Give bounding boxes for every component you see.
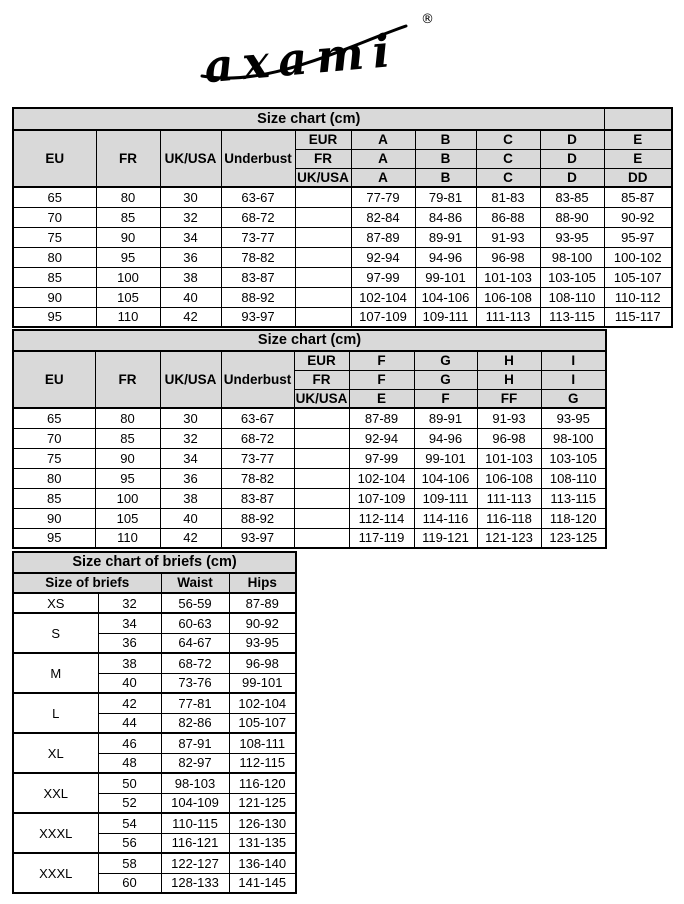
cup-letter: D — [540, 149, 604, 168]
region-label: UK/USA — [294, 389, 349, 408]
table-row — [13, 528, 606, 548]
underbust-cell: 73-77 — [221, 448, 294, 468]
briefs-size-label: XXXL — [13, 813, 98, 853]
eu-size-cell: 70 — [13, 428, 95, 448]
hips-range-cell: 131-135 — [229, 833, 296, 853]
hips-range-cell: 87-89 — [229, 593, 296, 613]
briefs-size-label: L — [13, 693, 98, 733]
underbust-cell: 63-67 — [221, 187, 295, 207]
fr-size-cell: 85 — [96, 207, 160, 227]
bust-range-cell: 107-109 — [349, 488, 414, 508]
waist-range-cell: 77-81 — [161, 693, 229, 713]
bust-range-cell: 117-119 — [349, 528, 414, 548]
bust-range-cell: 109-111 — [414, 488, 477, 508]
fr-size-cell: 105 — [95, 508, 160, 528]
corner-header: FR — [96, 130, 160, 187]
spacer-cell — [295, 227, 351, 247]
eu-size-cell: 85 — [13, 267, 96, 287]
underbust-cell: 83-87 — [221, 267, 295, 287]
region-label: EUR — [295, 130, 351, 149]
hips-range-cell: 112-115 — [229, 753, 296, 773]
brand-logo-text: axami — [202, 23, 401, 94]
hips-range-cell: 96-98 — [229, 653, 296, 673]
bust-range-cell: 102-104 — [349, 468, 414, 488]
briefs-number-cell: 48 — [98, 753, 161, 773]
bust-range-cell: 106-108 — [477, 468, 541, 488]
briefs-size-label: M — [13, 653, 98, 693]
bust-range-cell: 118-120 — [541, 508, 606, 528]
bust-range-cell: 94-96 — [414, 428, 477, 448]
cup-letter: FF — [477, 389, 541, 408]
bust-range-cell: 96-98 — [477, 428, 541, 448]
bust-range-cell: 110-112 — [604, 287, 672, 307]
bust-range-cell: 113-115 — [540, 307, 604, 327]
bust-range-cell: 106-108 — [476, 287, 540, 307]
bust-range-cell: 101-103 — [476, 267, 540, 287]
fr-size-cell: 90 — [96, 227, 160, 247]
spacer-cell — [294, 488, 349, 508]
bust-range-cell: 103-105 — [541, 448, 606, 468]
table-row — [13, 448, 606, 468]
briefs-size-label: XL — [13, 733, 98, 773]
bust-range-cell: 111-113 — [476, 307, 540, 327]
bust-range-cell: 90-92 — [604, 207, 672, 227]
underbust-cell: 88-92 — [221, 287, 295, 307]
waist-range-cell: 60-63 — [161, 613, 229, 633]
cup-letter: D — [540, 168, 604, 187]
fr-size-cell: 85 — [95, 428, 160, 448]
spacer-cell — [294, 468, 349, 488]
table-row — [13, 330, 606, 351]
fr-size-cell: 110 — [96, 307, 160, 327]
bra-size-table-2 — [12, 329, 607, 549]
waist-header: Waist — [161, 573, 229, 593]
underbust-cell: 68-72 — [221, 428, 294, 448]
cup-letter: B — [415, 130, 476, 149]
region-label: UK/USA — [295, 168, 351, 187]
bust-range-cell: 79-81 — [415, 187, 476, 207]
bust-range-cell: 87-89 — [349, 408, 414, 428]
uk-usa-size-cell: 40 — [160, 508, 221, 528]
table-row — [13, 351, 606, 370]
spacer-cell — [295, 187, 351, 207]
eu-size-cell: 65 — [13, 408, 95, 428]
briefs-number-cell: 54 — [98, 813, 161, 833]
spacer-cell — [295, 207, 351, 227]
waist-range-cell: 98-103 — [161, 773, 229, 793]
cup-letter: F — [349, 370, 414, 389]
cup-letter: A — [351, 149, 415, 168]
bust-range-cell: 95-97 — [604, 227, 672, 247]
hips-range-cell: 105-107 — [229, 713, 296, 733]
fr-size-cell: 100 — [96, 267, 160, 287]
briefs-number-cell: 56 — [98, 833, 161, 853]
bust-range-cell: 82-84 — [351, 207, 415, 227]
waist-range-cell: 128-133 — [161, 873, 229, 893]
uk-usa-size-cell: 36 — [160, 468, 221, 488]
uk-usa-size-cell: 30 — [160, 408, 221, 428]
table-row — [13, 773, 296, 793]
hips-header: Hips — [229, 573, 296, 593]
bust-range-cell: 81-83 — [476, 187, 540, 207]
region-label: FR — [295, 149, 351, 168]
table-title: Size chart (cm) — [13, 330, 606, 351]
table-row — [13, 408, 606, 428]
bust-range-cell: 114-116 — [414, 508, 477, 528]
table-row — [13, 508, 606, 528]
spacer-cell — [294, 408, 349, 428]
bust-range-cell: 100-102 — [604, 247, 672, 267]
uk-usa-size-cell: 40 — [160, 287, 221, 307]
bust-range-cell: 121-123 — [477, 528, 541, 548]
bust-range-cell: 85-87 — [604, 187, 672, 207]
cup-letter: I — [541, 351, 606, 370]
bust-range-cell: 89-91 — [414, 408, 477, 428]
hips-range-cell: 126-130 — [229, 813, 296, 833]
bust-range-cell: 83-85 — [540, 187, 604, 207]
waist-range-cell: 110-115 — [161, 813, 229, 833]
cup-letter: E — [604, 130, 672, 149]
table-row — [13, 207, 672, 227]
bust-range-cell: 108-110 — [541, 468, 606, 488]
fr-size-cell: 95 — [96, 247, 160, 267]
cup-letter: D — [540, 130, 604, 149]
table-row — [13, 593, 296, 613]
fr-size-cell: 100 — [95, 488, 160, 508]
briefs-size-label: XS — [13, 593, 98, 613]
cup-letter: A — [351, 130, 415, 149]
spacer-cell — [295, 247, 351, 267]
uk-usa-size-cell: 34 — [160, 448, 221, 468]
corner-header: UK/USA — [160, 351, 221, 408]
bust-range-cell: 104-106 — [415, 287, 476, 307]
hips-range-cell: 121-125 — [229, 793, 296, 813]
briefs-size-table — [12, 551, 297, 894]
bust-range-cell: 97-99 — [349, 448, 414, 468]
table-row — [13, 693, 296, 713]
table-row — [13, 130, 672, 149]
bust-range-cell: 99-101 — [415, 267, 476, 287]
table-row — [13, 813, 296, 833]
bust-range-cell: 91-93 — [476, 227, 540, 247]
bust-range-cell: 77-79 — [351, 187, 415, 207]
briefs-size-label: XXXL — [13, 853, 98, 893]
underbust-cell: 78-82 — [221, 468, 294, 488]
bra-size-table-1 — [12, 107, 673, 328]
briefs-number-cell: 52 — [98, 793, 161, 813]
bust-range-cell: 98-100 — [540, 247, 604, 267]
eu-size-cell: 90 — [13, 287, 96, 307]
bust-range-cell: 87-89 — [351, 227, 415, 247]
bust-range-cell: 91-93 — [477, 408, 541, 428]
briefs-size-label: XXL — [13, 773, 98, 813]
cup-letter: H — [477, 370, 541, 389]
bust-range-cell: 112-114 — [349, 508, 414, 528]
briefs-number-cell: 50 — [98, 773, 161, 793]
bust-range-cell: 88-90 — [540, 207, 604, 227]
hips-range-cell: 136-140 — [229, 853, 296, 873]
bust-range-cell: 86-88 — [476, 207, 540, 227]
bust-range-cell: 94-96 — [415, 247, 476, 267]
bust-range-cell: 89-91 — [415, 227, 476, 247]
table-row — [13, 227, 672, 247]
waist-range-cell: 56-59 — [161, 593, 229, 613]
waist-range-cell: 87-91 — [161, 733, 229, 753]
bust-range-cell: 102-104 — [351, 287, 415, 307]
bust-range-cell: 119-121 — [414, 528, 477, 548]
bust-range-cell: 103-105 — [540, 267, 604, 287]
briefs-size-label: S — [13, 613, 98, 653]
fr-size-cell: 80 — [95, 408, 160, 428]
hips-range-cell: 99-101 — [229, 673, 296, 693]
table-row — [13, 552, 296, 573]
bust-range-cell: 108-110 — [540, 287, 604, 307]
eu-size-cell: 80 — [13, 468, 95, 488]
bra-size-chart-2-container — [12, 329, 607, 549]
bust-range-cell: 109-111 — [415, 307, 476, 327]
briefs-number-cell: 32 — [98, 593, 161, 613]
uk-usa-size-cell: 34 — [160, 227, 221, 247]
cup-letter: A — [351, 168, 415, 187]
waist-range-cell: 64-67 — [161, 633, 229, 653]
eu-size-cell: 90 — [13, 508, 95, 528]
waist-range-cell: 122-127 — [161, 853, 229, 873]
bust-range-cell: 104-106 — [414, 468, 477, 488]
fr-size-cell: 110 — [95, 528, 160, 548]
bust-range-cell: 101-103 — [477, 448, 541, 468]
bust-range-cell: 96-98 — [476, 247, 540, 267]
briefs-size-chart-container — [12, 551, 297, 894]
table-row — [13, 613, 296, 633]
bust-range-cell: 93-95 — [541, 408, 606, 428]
table-row — [13, 287, 672, 307]
cup-letter: G — [414, 370, 477, 389]
hips-range-cell: 108-111 — [229, 733, 296, 753]
table-title: Size chart (cm) — [13, 108, 604, 130]
logo-swoosh-stroke — [198, 12, 436, 96]
eu-size-cell: 80 — [13, 247, 96, 267]
eu-size-cell: 95 — [13, 307, 96, 327]
bust-range-cell: 92-94 — [351, 247, 415, 267]
uk-usa-size-cell: 32 — [160, 428, 221, 448]
bust-range-cell: 116-118 — [477, 508, 541, 528]
corner-header: EU — [13, 130, 96, 187]
corner-header: FR — [95, 351, 160, 408]
bust-range-cell: 111-113 — [477, 488, 541, 508]
fr-size-cell: 90 — [95, 448, 160, 468]
eu-size-cell: 65 — [13, 187, 96, 207]
title-side-cell — [604, 108, 672, 130]
waist-range-cell: 73-76 — [161, 673, 229, 693]
table-row — [13, 468, 606, 488]
table-row — [13, 853, 296, 873]
cup-letter: B — [415, 149, 476, 168]
spacer-cell — [294, 428, 349, 448]
table-row — [13, 247, 672, 267]
table-row — [13, 428, 606, 448]
waist-range-cell: 82-97 — [161, 753, 229, 773]
waist-range-cell: 82-86 — [161, 713, 229, 733]
waist-range-cell: 116-121 — [161, 833, 229, 853]
underbust-cell: 88-92 — [221, 508, 294, 528]
eu-size-cell: 75 — [13, 448, 95, 468]
cup-letter: E — [604, 149, 672, 168]
briefs-number-cell: 44 — [98, 713, 161, 733]
corner-header: Underbust — [221, 351, 294, 408]
table-row — [13, 488, 606, 508]
cup-letter: E — [349, 389, 414, 408]
cup-letter: C — [476, 168, 540, 187]
bra-size-chart-1-container — [12, 107, 673, 328]
uk-usa-size-cell: 42 — [160, 528, 221, 548]
eu-size-cell: 75 — [13, 227, 96, 247]
underbust-cell: 73-77 — [221, 227, 295, 247]
hips-range-cell: 102-104 — [229, 693, 296, 713]
bust-range-cell: 105-107 — [604, 267, 672, 287]
bust-range-cell: 97-99 — [351, 267, 415, 287]
hips-range-cell: 90-92 — [229, 613, 296, 633]
bust-range-cell: 84-86 — [415, 207, 476, 227]
cup-letter: F — [349, 351, 414, 370]
waist-range-cell: 104-109 — [161, 793, 229, 813]
fr-size-cell: 105 — [96, 287, 160, 307]
corner-header: Underbust — [221, 130, 295, 187]
bust-range-cell: 113-115 — [541, 488, 606, 508]
registered-trademark-icon: ® — [421, 12, 434, 27]
underbust-cell: 93-97 — [221, 528, 294, 548]
uk-usa-size-cell: 30 — [160, 187, 221, 207]
region-label: EUR — [294, 351, 349, 370]
briefs-number-cell: 38 — [98, 653, 161, 673]
table-row — [13, 653, 296, 673]
cup-letter: I — [541, 370, 606, 389]
underbust-cell: 68-72 — [221, 207, 295, 227]
briefs-number-cell: 40 — [98, 673, 161, 693]
bust-range-cell: 123-125 — [541, 528, 606, 548]
spacer-cell — [295, 267, 351, 287]
underbust-cell: 83-87 — [221, 488, 294, 508]
cup-letter: G — [541, 389, 606, 408]
briefs-number-cell: 36 — [98, 633, 161, 653]
cup-letter: H — [477, 351, 541, 370]
spacer-cell — [294, 448, 349, 468]
cup-letter: C — [476, 149, 540, 168]
corner-header: EU — [13, 351, 95, 408]
spacer-cell — [294, 528, 349, 548]
region-label: FR — [294, 370, 349, 389]
uk-usa-size-cell: 36 — [160, 247, 221, 267]
uk-usa-size-cell: 38 — [160, 267, 221, 287]
bust-range-cell: 99-101 — [414, 448, 477, 468]
waist-range-cell: 68-72 — [161, 653, 229, 673]
fr-size-cell: 80 — [96, 187, 160, 207]
cup-letter: C — [476, 130, 540, 149]
bust-range-cell: 98-100 — [541, 428, 606, 448]
eu-size-cell: 85 — [13, 488, 95, 508]
briefs-number-cell: 42 — [98, 693, 161, 713]
eu-size-cell: 95 — [13, 528, 95, 548]
table-row — [13, 108, 672, 130]
cup-letter: G — [414, 351, 477, 370]
briefs-number-cell: 46 — [98, 733, 161, 753]
briefs-number-cell: 58 — [98, 853, 161, 873]
hips-range-cell: 93-95 — [229, 633, 296, 653]
briefs-number-cell: 60 — [98, 873, 161, 893]
table-row — [13, 307, 672, 327]
spacer-cell — [295, 307, 351, 327]
underbust-cell: 93-97 — [221, 307, 295, 327]
fr-size-cell: 95 — [95, 468, 160, 488]
briefs-number-cell: 34 — [98, 613, 161, 633]
spacer-cell — [294, 508, 349, 528]
underbust-cell: 78-82 — [221, 247, 295, 267]
hips-range-cell: 116-120 — [229, 773, 296, 793]
bust-range-cell: 92-94 — [349, 428, 414, 448]
underbust-cell: 63-67 — [221, 408, 294, 428]
briefs-size-header: Size of briefs — [13, 573, 161, 593]
table-title: Size chart of briefs (cm) — [13, 552, 296, 573]
uk-usa-size-cell: 42 — [160, 307, 221, 327]
table-row — [13, 267, 672, 287]
spacer-cell — [295, 287, 351, 307]
hips-range-cell: 141-145 — [229, 873, 296, 893]
cup-letter: B — [415, 168, 476, 187]
corner-header: UK/USA — [160, 130, 221, 187]
brand-logo — [198, 12, 436, 96]
uk-usa-size-cell: 32 — [160, 207, 221, 227]
bust-range-cell: 107-109 — [351, 307, 415, 327]
table-row — [13, 573, 296, 593]
cup-letter: F — [414, 389, 477, 408]
table-row — [13, 733, 296, 753]
table-row — [13, 187, 672, 207]
bust-range-cell: 93-95 — [540, 227, 604, 247]
cup-letter: DD — [604, 168, 672, 187]
uk-usa-size-cell: 38 — [160, 488, 221, 508]
eu-size-cell: 70 — [13, 207, 96, 227]
bust-range-cell: 115-117 — [604, 307, 672, 327]
